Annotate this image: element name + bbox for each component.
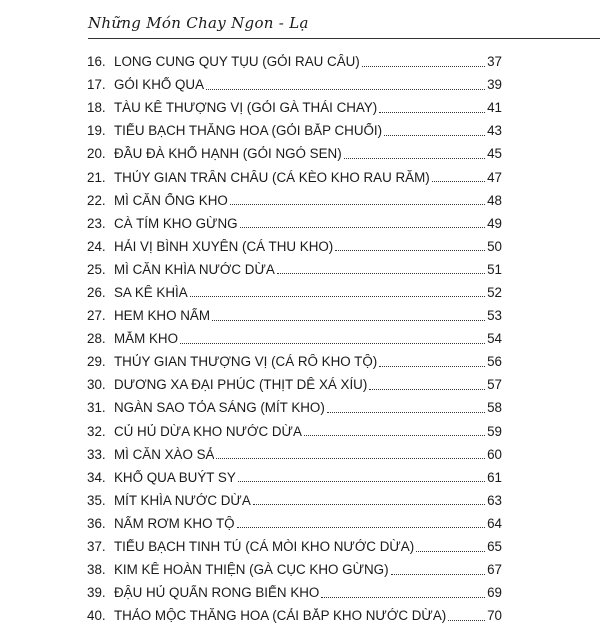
toc-entry-title: MÌ CĂN KHÌA NƯỚC DỪA [114, 261, 275, 277]
toc-entry-page: 60 [487, 446, 502, 462]
toc-entry-title: HẢI VỊ BÌNH XUYÊN (CÁ THU KHO) [114, 238, 334, 254]
dot-leader [180, 343, 485, 344]
toc-entry-number: 25. [87, 261, 106, 277]
toc-entry-page: 54 [487, 331, 502, 347]
toc-entry-number: 21. [87, 169, 106, 185]
toc-entry-title: MÍT KHÌA NƯỚC DỪA [114, 492, 251, 508]
toc-entry-title: TIỂU BẠCH TINH TÚ (CÁ MÒI KHO NƯỚC DỪA) [114, 539, 415, 555]
toc-entry-page: 41 [487, 100, 502, 116]
toc-entry-page: 48 [487, 192, 502, 208]
toc-entry [87, 96, 502, 119]
toc-entry-number: 29. [87, 354, 106, 370]
toc-entry-number: 35. [87, 492, 106, 508]
dot-leader [321, 597, 485, 598]
toc-entry-number: 26. [87, 284, 106, 300]
dot-leader [304, 435, 485, 436]
toc-entry-page: 58 [487, 400, 502, 416]
dot-leader [369, 389, 485, 390]
toc-entry-page: 43 [487, 123, 502, 139]
toc-entry-number: 27. [87, 308, 106, 324]
toc-entry-page: 47 [487, 169, 502, 185]
toc-entry [87, 142, 502, 165]
toc-entry-number: 18. [87, 100, 106, 116]
dot-leader [384, 135, 485, 136]
toc-entry-title: THỦY GIAN THƯỢNG VỊ (CÁ RÔ KHO TỘ) [114, 354, 378, 370]
toc-entry-page: 49 [487, 215, 502, 231]
toc-entry-title: TÀU KÊ THƯỢNG VỊ (GỎI GÀ THÁI CHAY) [114, 100, 378, 116]
toc-entry-page: 59 [487, 423, 502, 439]
toc-entry-page: 51 [487, 261, 502, 277]
toc-entry-page: 64 [487, 515, 502, 531]
dot-leader [362, 66, 485, 67]
toc-entry [87, 258, 502, 281]
toc-entry [87, 420, 502, 443]
dot-leader [216, 458, 485, 459]
toc-entry [87, 119, 502, 142]
toc-entry [87, 281, 502, 304]
toc-entry [87, 189, 502, 212]
toc-entry-number: 32. [87, 423, 106, 439]
toc-entry-title: GỎI KHỔ QUA [114, 77, 205, 93]
toc-entry-title: MẮM KHO [114, 331, 178, 347]
toc-entry [87, 466, 502, 489]
toc-entry [87, 73, 502, 96]
header-rule [88, 38, 600, 39]
toc-entry [87, 373, 502, 396]
toc-entry-title: LONG CUNG QUY TỤU (GỎI RAU CÂU) [114, 54, 360, 70]
toc-entry-page: 50 [487, 238, 502, 254]
toc-entry [87, 396, 502, 419]
toc-entry [87, 304, 502, 327]
toc-entry-title: KHỔ QUA BUÝT SY [114, 469, 236, 485]
dot-leader [327, 412, 485, 413]
dot-leader [432, 181, 485, 182]
toc-entry-number: 33. [87, 446, 106, 462]
toc-entry-number: 38. [87, 562, 106, 578]
toc-entry-number: 24. [87, 238, 106, 254]
toc-entry-page: 52 [487, 284, 502, 300]
toc-entry-title: THẢO MỘC THĂNG HOA (CẢI BẮP KHO NƯỚC DỪA) [114, 608, 447, 624]
toc-entry-number: 39. [87, 585, 106, 601]
toc-entry-number: 34. [87, 469, 106, 485]
toc-entry-page: 61 [487, 469, 502, 485]
toc-entry-page: 65 [487, 539, 502, 555]
toc-entry-title: NGÀN SAO TỎA SÁNG (MÍT KHO) [114, 400, 325, 416]
toc-entry [87, 443, 502, 466]
toc-entry-number: 28. [87, 331, 106, 347]
toc-entry [87, 165, 502, 188]
toc-entry [87, 581, 502, 604]
dot-leader [212, 320, 485, 321]
toc-entry-number: 19. [87, 123, 106, 139]
toc-entry-title: MÌ CĂN XÀO SẢ [114, 446, 215, 462]
dot-leader [416, 551, 485, 552]
toc-entry-number: 16. [87, 54, 106, 70]
toc-entry [87, 558, 502, 581]
toc-entry-title: ĐẦU ĐÀ KHỔ HẠNH (GỎI NGÓ SEN) [114, 146, 342, 162]
toc-entry-title: THỦY GIAN TRÂN CHÂU (CÁ KÈO KHO RAU RĂM) [114, 169, 430, 185]
toc-entry-number: 22. [87, 192, 106, 208]
toc-entry-title: HEM KHO NẤM [114, 308, 210, 324]
table-of-contents [87, 50, 502, 627]
dot-leader [230, 204, 485, 205]
dot-leader [379, 366, 485, 367]
toc-entry-title: NẤM RƠM KHO TỘ [114, 515, 235, 531]
toc-entry-title: CÀ TÍM KHO GỪNG [114, 215, 238, 231]
toc-entry-page: 53 [487, 308, 502, 324]
toc-entry-page: 69 [487, 585, 502, 601]
toc-entry-title: TIỂU BẠCH THĂNG HOA (GỎI BẮP CHUỐI) [114, 123, 383, 139]
toc-entry [87, 235, 502, 258]
toc-entry-number: 23. [87, 215, 106, 231]
toc-entry-page: 56 [487, 354, 502, 370]
toc-entry-page: 45 [487, 146, 502, 162]
dot-leader [206, 89, 485, 90]
dot-leader [344, 158, 485, 159]
toc-entry [87, 489, 502, 512]
dot-leader [391, 574, 486, 575]
toc-entry-number: 31. [87, 400, 106, 416]
toc-entry [87, 535, 502, 558]
toc-entry [87, 512, 502, 535]
dot-leader [335, 250, 485, 251]
toc-entry-page: 37 [487, 54, 502, 70]
dot-leader [238, 481, 485, 482]
toc-entry [87, 212, 502, 235]
toc-entry-page: 70 [487, 608, 502, 624]
toc-entry-page: 39 [487, 77, 502, 93]
toc-entry-title: MÌ CĂN ỐNG KHO [114, 192, 228, 208]
dot-leader [190, 296, 485, 297]
dot-leader [253, 504, 485, 505]
dot-leader [448, 620, 485, 621]
toc-entry-number: 30. [87, 377, 106, 393]
toc-entry [87, 350, 502, 373]
toc-entry-title: CỦ HỦ DỪA KHO NƯỚC DỪA [114, 423, 302, 439]
toc-entry-title: SA KÊ KHÌA [114, 284, 188, 300]
toc-entry-number: 37. [87, 539, 106, 555]
toc-entry-page: 67 [487, 562, 502, 578]
dot-leader [237, 527, 485, 528]
toc-entry-number: 17. [87, 77, 106, 93]
running-header: Những Món Chay Ngon - Lạ [88, 14, 309, 32]
toc-entry-number: 36. [87, 515, 106, 531]
toc-entry-number: 40. [87, 608, 106, 624]
dot-leader [379, 112, 485, 113]
toc-entry-title: KIM KÊ HOÀN THIỆN (GÀ CỤC KHO GỪNG) [114, 562, 389, 578]
dot-leader [277, 273, 485, 274]
toc-entry [87, 50, 502, 73]
toc-entry-title: ĐẬU HỦ QUẤN RONG BIỂN KHO [114, 585, 320, 601]
toc-entry-number: 20. [87, 146, 106, 162]
dot-leader [240, 227, 486, 228]
toc-entry [87, 327, 502, 350]
toc-entry-page: 57 [487, 377, 502, 393]
toc-entry [87, 604, 502, 627]
toc-entry-page: 63 [487, 492, 502, 508]
toc-entry-title: DƯƠNG XA ĐẠI PHÚC (THỊT DÊ XÁ XÍU) [114, 377, 368, 393]
